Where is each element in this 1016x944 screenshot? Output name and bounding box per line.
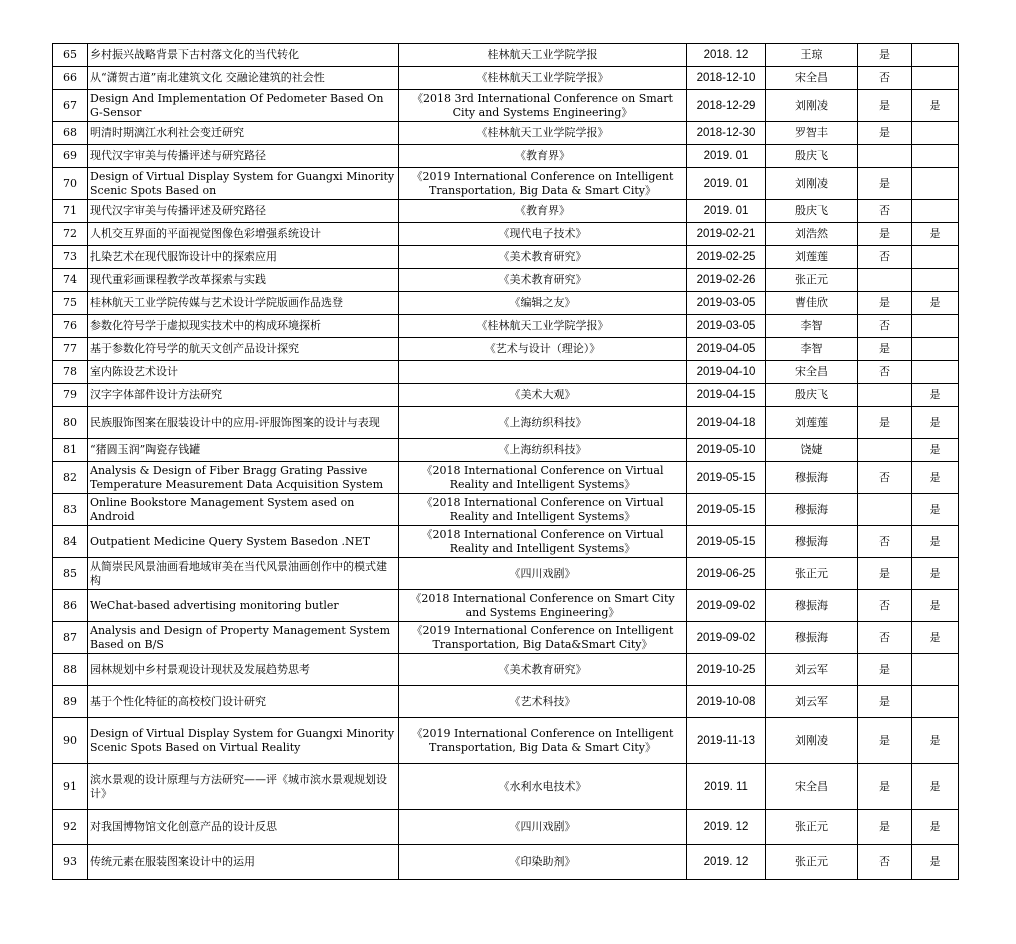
flag-column-1: 是 [858,292,912,315]
flag-column-2 [912,44,959,67]
publication-date: 2018-12-10 [687,67,766,90]
publication-date: 2019-05-15 [687,462,766,494]
publication-date: 2019-02-25 [687,246,766,269]
table-row [53,145,959,168]
flag-column-1 [858,439,912,462]
publication-venue: 桂林航天工业学院学报 [399,44,687,67]
publication-date: 2019-04-10 [687,361,766,384]
author-name: 刘浩然 [766,223,858,246]
paper-title: 桂林航天工业学院传媒与艺术设计学院版画作品选登 [88,292,399,315]
row-number: 82 [53,462,88,494]
publication-venue: 《上海纺织科技》 [399,407,687,439]
table-row [53,384,959,407]
paper-title: 人机交互界面的平面视觉图像色彩增强系统设计 [88,223,399,246]
publication-table [52,43,959,880]
table-row [53,361,959,384]
flag-column-1: 是 [858,223,912,246]
publication-date: 2018. 12 [687,44,766,67]
row-number: 83 [53,494,88,526]
flag-column-1: 是 [858,90,912,122]
author-name: 殷庆飞 [766,145,858,168]
table-row [53,590,959,622]
table-row [53,90,959,122]
flag-column-1: 否 [858,526,912,558]
flag-column-2: 是 [912,90,959,122]
paper-title: WeChat-based advertising monitoring butler [88,590,399,622]
publication-date: 2019-05-15 [687,494,766,526]
table-row [53,122,959,145]
paper-title: 民族服饰图案在服装设计中的应用-评服饰图案的设计与表现 [88,407,399,439]
flag-column-1: 是 [858,122,912,145]
author-name: 张正元 [766,845,858,880]
flag-column-1: 是 [858,558,912,590]
flag-column-1: 是 [858,654,912,686]
table-row [53,407,959,439]
paper-title: Outpatient Medicine Query System Basedon .NET [88,526,399,558]
flag-column-2: 是 [912,462,959,494]
paper-title: Analysis and Design of Property Management System Based on B/S [88,622,399,654]
flag-column-2 [912,67,959,90]
publication-date: 2019. 11 [687,764,766,810]
flag-column-2: 是 [912,810,959,845]
publication-venue: 《四川戏剧》 [399,558,687,590]
paper-title: Design of Virtual Display System for Guangxi Minority Scenic Spots Based on [88,168,399,200]
publication-venue: 《艺术科技》 [399,686,687,718]
paper-title: 现代汉字审美与传播评述及研究路径 [88,200,399,223]
publication-venue: 《美术教育研究》 [399,269,687,292]
table-row [53,292,959,315]
row-number: 72 [53,223,88,246]
paper-title: 滨水景观的设计原理与方法研究——评《城市滨水景观规划设计》 [88,764,399,810]
publication-date: 2018-12-30 [687,122,766,145]
flag-column-2: 是 [912,494,959,526]
flag-column-2 [912,269,959,292]
publication-date: 2019. 12 [687,810,766,845]
publication-venue: 《桂林航天工业学院学报》 [399,67,687,90]
flag-column-2: 是 [912,223,959,246]
publication-venue [399,361,687,384]
author-name: 刘莲莲 [766,246,858,269]
flag-column-2: 是 [912,845,959,880]
row-number: 75 [53,292,88,315]
paper-title: Online Bookstore Management System ased on Android [88,494,399,526]
row-number: 81 [53,439,88,462]
publication-venue: 《2018 International Conference on Smart City and Systems Engineering》 [399,590,687,622]
flag-column-2: 是 [912,384,959,407]
row-number: 71 [53,200,88,223]
publication-venue: 《教育界》 [399,200,687,223]
publication-date: 2019-10-25 [687,654,766,686]
publication-date: 2019-06-25 [687,558,766,590]
publication-date: 2019-03-05 [687,292,766,315]
paper-title: 基于个性化特征的高校校门设计研究 [88,686,399,718]
flag-column-2: 是 [912,764,959,810]
row-number: 90 [53,718,88,764]
author-name: 罗智丰 [766,122,858,145]
paper-title: Design And Implementation Of Pedometer Based On G-Sensor [88,90,399,122]
flag-column-1: 是 [858,810,912,845]
publication-date: 2019. 12 [687,845,766,880]
author-name: 刘莲莲 [766,407,858,439]
flag-column-1: 否 [858,622,912,654]
author-name: 穆振海 [766,494,858,526]
flag-column-2 [912,654,959,686]
flag-column-2 [912,361,959,384]
flag-column-1: 是 [858,338,912,361]
publication-venue: 《编辑之友》 [399,292,687,315]
flag-column-2 [912,686,959,718]
table-row [53,622,959,654]
flag-column-1 [858,384,912,407]
flag-column-2: 是 [912,558,959,590]
flag-column-2 [912,200,959,223]
flag-column-1: 是 [858,168,912,200]
table-row [53,810,959,845]
publication-date: 2019-04-05 [687,338,766,361]
paper-title: 现代汉字审美与传播评述与研究路径 [88,145,399,168]
row-number: 78 [53,361,88,384]
publication-date: 2019-09-02 [687,590,766,622]
row-number: 70 [53,168,88,200]
publication-venue: 《上海纺织科技》 [399,439,687,462]
flag-column-2 [912,122,959,145]
flag-column-1: 否 [858,845,912,880]
flag-column-2 [912,145,959,168]
table-row [53,439,959,462]
table-row [53,315,959,338]
flag-column-2: 是 [912,718,959,764]
row-number: 74 [53,269,88,292]
publication-venue: 《四川戏剧》 [399,810,687,845]
flag-column-2 [912,246,959,269]
row-number: 88 [53,654,88,686]
publication-venue: 《水利水电技术》 [399,764,687,810]
row-number: 76 [53,315,88,338]
publication-venue: 《艺术与设计（理论）》 [399,338,687,361]
paper-title: Analysis & Design of Fiber Bragg Grating Passive Temperature Measurement Data Acquisition System [88,462,399,494]
table-row [53,223,959,246]
author-name: 宋全昌 [766,361,858,384]
paper-title: 传统元素在服装图案设计中的运用 [88,845,399,880]
row-number: 77 [53,338,88,361]
flag-column-2 [912,338,959,361]
table-body [53,44,959,880]
author-name: 宋全昌 [766,67,858,90]
flag-column-2: 是 [912,407,959,439]
publication-venue: 《2018 3rd International Conference on Smart City and Systems Engineering》 [399,90,687,122]
author-name: 刘云军 [766,654,858,686]
row-number: 80 [53,407,88,439]
row-number: 69 [53,145,88,168]
row-number: 66 [53,67,88,90]
author-name: 穆振海 [766,622,858,654]
author-name: 张正元 [766,810,858,845]
author-name: 李智 [766,338,858,361]
row-number: 68 [53,122,88,145]
author-name: 张正元 [766,558,858,590]
flag-column-1: 是 [858,686,912,718]
row-number: 84 [53,526,88,558]
paper-title: 从“潇贺古道”南北建筑文化 交融论建筑的社会性 [88,67,399,90]
flag-column-1: 否 [858,67,912,90]
author-name: 刘云军 [766,686,858,718]
table-row [53,558,959,590]
flag-column-1: 是 [858,407,912,439]
paper-title: 汉字字体部件设计方法研究 [88,384,399,407]
paper-title: 现代重彩画课程教学改革探索与实践 [88,269,399,292]
paper-title: 扎染艺术在现代服饰设计中的探索应用 [88,246,399,269]
flag-column-2: 是 [912,526,959,558]
publication-venue: 《美术教育研究》 [399,246,687,269]
paper-title: 乡村振兴战略背景下古村落文化的当代转化 [88,44,399,67]
publication-date: 2019-04-18 [687,407,766,439]
flag-column-1: 是 [858,44,912,67]
table-row [53,718,959,764]
row-number: 67 [53,90,88,122]
table-row [53,67,959,90]
row-number: 86 [53,590,88,622]
publication-date: 2019-03-05 [687,315,766,338]
publication-venue: 《印染助剂》 [399,845,687,880]
flag-column-2: 是 [912,439,959,462]
paper-title: 园林规划中乡村景观设计现状及发展趋势思考 [88,654,399,686]
publication-venue: 《2018 International Conference on Virtual Reality and Intelligent Systems》 [399,462,687,494]
publication-venue: 《教育界》 [399,145,687,168]
paper-title: 对我国博物馆文化创意产品的设计反思 [88,810,399,845]
flag-column-1: 否 [858,246,912,269]
table-row [53,654,959,686]
row-number: 92 [53,810,88,845]
paper-title: 基于参数化符号学的航天文创产品设计探究 [88,338,399,361]
author-name: 宋全昌 [766,764,858,810]
publication-date: 2019-02-26 [687,269,766,292]
publication-date: 2019. 01 [687,168,766,200]
paper-title: Design of Virtual Display System for Guangxi Minority Scenic Spots Based on Virtual Reality [88,718,399,764]
publication-date: 2019-04-15 [687,384,766,407]
table-row [53,462,959,494]
table-row [53,168,959,200]
author-name: 饶婕 [766,439,858,462]
flag-column-1: 否 [858,590,912,622]
flag-column-1 [858,494,912,526]
publication-venue: 《桂林航天工业学院学报》 [399,315,687,338]
publication-venue: 《2019 International Conference on Intelligent Transportation, Big Data & Smart City》 [399,718,687,764]
flag-column-2 [912,168,959,200]
flag-column-1: 否 [858,361,912,384]
table-row [53,845,959,880]
row-number: 91 [53,764,88,810]
row-number: 87 [53,622,88,654]
flag-column-1: 否 [858,462,912,494]
paper-title: 从简崇民风景油画看地域审美在当代风景油画创作中的模式建构 [88,558,399,590]
author-name: 殷庆飞 [766,384,858,407]
publication-venue: 《桂林航天工业学院学报》 [399,122,687,145]
author-name: 刘刚凌 [766,90,858,122]
table-row [53,526,959,558]
author-name: 殷庆飞 [766,200,858,223]
author-name: 穆振海 [766,590,858,622]
author-name: 王琼 [766,44,858,67]
paper-title: 室内陈设艺术设计 [88,361,399,384]
author-name: 张正元 [766,269,858,292]
table-row [53,44,959,67]
row-number: 79 [53,384,88,407]
row-number: 85 [53,558,88,590]
flag-column-1 [858,269,912,292]
author-name: 刘刚凌 [766,168,858,200]
publication-date: 2019-10-08 [687,686,766,718]
publication-date: 2018-12-29 [687,90,766,122]
publication-date: 2019-11-13 [687,718,766,764]
table-row [53,200,959,223]
flag-column-1: 否 [858,200,912,223]
author-name: 李智 [766,315,858,338]
table-row [53,686,959,718]
paper-title: 参数化符号学于虚拟现实技术中的构成环境探析 [88,315,399,338]
flag-column-2 [912,315,959,338]
author-name: 穆振海 [766,462,858,494]
table-row [53,246,959,269]
paper-title: “猪圆玉润”陶瓷存钱罐 [88,439,399,462]
author-name: 穆振海 [766,526,858,558]
flag-column-1: 是 [858,764,912,810]
row-number: 89 [53,686,88,718]
author-name: 曹佳欣 [766,292,858,315]
publication-date: 2019-05-10 [687,439,766,462]
publication-date: 2019-02-21 [687,223,766,246]
flag-column-1: 是 [858,718,912,764]
publication-venue: 《2019 International Conference on Intelligent Transportation, Big Data&Smart City》 [399,622,687,654]
publication-date: 2019-09-02 [687,622,766,654]
publication-date: 2019-05-15 [687,526,766,558]
flag-column-2: 是 [912,622,959,654]
flag-column-1 [858,145,912,168]
table-row [53,764,959,810]
author-name: 刘刚凌 [766,718,858,764]
publication-venue: 《2018 International Conference on Virtual Reality and Intelligent Systems》 [399,526,687,558]
publication-date: 2019. 01 [687,145,766,168]
table-row [53,338,959,361]
row-number: 93 [53,845,88,880]
publication-venue: 《美术大观》 [399,384,687,407]
table-row [53,269,959,292]
publication-date: 2019. 01 [687,200,766,223]
flag-column-2: 是 [912,292,959,315]
row-number: 73 [53,246,88,269]
flag-column-1: 否 [858,315,912,338]
flag-column-2: 是 [912,590,959,622]
publication-venue: 《美术教育研究》 [399,654,687,686]
publication-venue: 《2019 International Conference on Intelligent Transportation, Big Data & Smart City》 [399,168,687,200]
publication-venue: 《现代电子技术》 [399,223,687,246]
row-number: 65 [53,44,88,67]
publication-venue: 《2018 International Conference on Virtual Reality and Intelligent Systems》 [399,494,687,526]
paper-title: 明清时期漓江水利社会变迁研究 [88,122,399,145]
table-row [53,494,959,526]
